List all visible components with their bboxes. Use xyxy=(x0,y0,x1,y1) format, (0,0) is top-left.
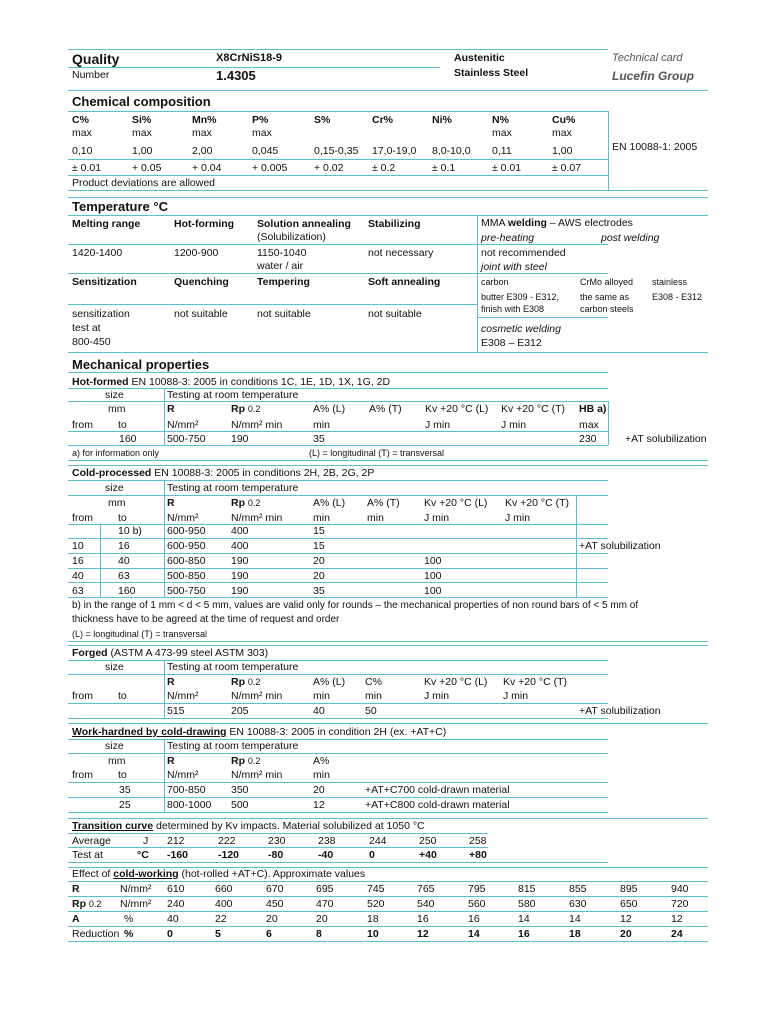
forged-to: to xyxy=(118,690,127,702)
cw-unit: % xyxy=(124,913,134,925)
temp-h: Sensitization xyxy=(72,276,137,288)
trans-degc: °C xyxy=(137,849,149,861)
cell: 16 xyxy=(72,555,84,567)
weld-stainless: stainless xyxy=(652,277,688,287)
number-label: Number xyxy=(72,69,110,81)
work-min: min xyxy=(313,769,330,781)
cell: 20 xyxy=(313,784,325,796)
cw-val: 20 xyxy=(266,913,278,925)
chem-dev: ± 0.01 xyxy=(492,162,522,174)
chem-dev: + 0.05 xyxy=(132,162,162,174)
mech-title: Mechanical properties xyxy=(72,357,210,372)
chem-val: 2,00 xyxy=(192,145,213,157)
work-testing: Testing at room temperature xyxy=(167,740,299,752)
cell: 500-850 xyxy=(167,570,206,582)
hot-KvL: Kv +20 °C (L) xyxy=(425,403,489,415)
temp-v: not suitable xyxy=(257,308,311,320)
cold-lt: (L) = longitudinal (T) = transversal xyxy=(72,629,208,639)
cw-val: 12 xyxy=(671,913,683,925)
hot-HB: HB a) xyxy=(579,403,607,415)
hot-min: min xyxy=(313,419,330,431)
chem-val: 8,0-10,0 xyxy=(432,145,471,157)
class-line1: Austenitic xyxy=(454,52,505,64)
forged-val: 50 xyxy=(365,705,377,717)
cell: 160 xyxy=(118,585,136,597)
cw-val: 14 xyxy=(468,928,480,940)
cw-val: 240 xyxy=(167,898,185,910)
class-line2: Stainless Steel xyxy=(454,67,529,79)
chem-max: max xyxy=(252,127,272,139)
temp-v: test at xyxy=(72,322,101,334)
forged-jmin: J min xyxy=(424,690,450,702)
hot-rp-sub: 0.2 xyxy=(247,404,261,414)
cell: 500-750 xyxy=(167,585,206,597)
cold-at: +AT solubilization xyxy=(579,540,661,552)
cell: 35 xyxy=(313,585,325,597)
cw-val: 650 xyxy=(620,898,638,910)
cell: 100 xyxy=(424,555,442,567)
trans-avg-val: 238 xyxy=(318,835,336,847)
cell: 600-950 xyxy=(167,525,206,537)
trans-test: Test at xyxy=(72,849,103,861)
cw-unit: N/mm² xyxy=(120,883,152,895)
cold-KvL: Kv +20 °C (L) xyxy=(424,497,488,509)
cw-val: 12 xyxy=(620,913,632,925)
cw-label: R xyxy=(72,883,80,895)
trans-avg-val: 222 xyxy=(218,835,236,847)
trans-title: Transition curve xyxy=(72,820,154,832)
cw-val: 16 xyxy=(468,913,480,925)
forged-title: Forged xyxy=(72,647,108,659)
temp-h: Tempering xyxy=(257,276,310,288)
hot-mm: mm xyxy=(108,403,126,415)
temp-sub: water / air xyxy=(257,260,304,272)
temp-h: Solution annealing xyxy=(257,218,351,230)
chem-max: max xyxy=(72,127,92,139)
cw-val: 765 xyxy=(417,883,435,895)
hot-AT: A% (T) xyxy=(369,403,402,415)
chem-max: max xyxy=(132,127,152,139)
cold-Rp: Rp xyxy=(231,497,245,509)
chem-norm: EN 10088-1: 2005 xyxy=(612,141,698,153)
hot-Rp: Rp xyxy=(231,403,245,415)
trans-test-val: +80 xyxy=(469,849,487,861)
cell: 190 xyxy=(231,585,249,597)
chem-dev: + 0.04 xyxy=(192,162,222,174)
weld-cosmetic: cosmetic welding xyxy=(481,323,561,335)
cold-nmm: N/mm² xyxy=(167,512,199,524)
cell: 15 xyxy=(313,540,325,552)
cw-val: 940 xyxy=(671,883,689,895)
hot-norm: EN 10088-3: 2005 in conditions 1C, 1E, 1D, 1X, 1G, 2D xyxy=(128,376,391,388)
chem-el: P% xyxy=(252,114,269,126)
forged-rp-sub: 0.2 xyxy=(247,677,261,687)
forged-KvT: Kv +20 °C (T) xyxy=(503,676,568,688)
weld-word: welding xyxy=(507,217,547,229)
hot-KvT: Kv +20 °C (T) xyxy=(501,403,566,415)
work-mm: mm xyxy=(108,755,126,767)
cold-norm: EN 10088-3: 2005 in conditions 2H, 2B, 2G, 2P xyxy=(151,467,375,479)
chem-el: Ni% xyxy=(432,114,452,126)
weld-carbon: carbon xyxy=(481,277,509,287)
trans-test-val: -160 xyxy=(167,849,189,861)
cw-val: 660 xyxy=(215,883,233,895)
cw-sub: 0.2 xyxy=(88,899,102,909)
hot-testing: Testing at room temperature xyxy=(167,389,299,401)
tech-card: Technical card xyxy=(612,52,683,64)
hot-max: max xyxy=(579,419,599,431)
cold-size: size xyxy=(105,482,124,494)
cold-note-b2: thickness have to be agreed at the time of request and order xyxy=(72,614,340,625)
cw-val: 40 xyxy=(167,913,179,925)
cw-val: 670 xyxy=(266,883,284,895)
chem-title: Chemical composition xyxy=(72,94,211,109)
hot-R-val: 500-750 xyxy=(167,433,206,445)
cold-min: min xyxy=(367,512,384,524)
cell: 190 xyxy=(231,570,249,582)
weld-butter: butter E309 - E312, xyxy=(481,292,560,302)
cw-val: 695 xyxy=(316,883,334,895)
cw-val: 895 xyxy=(620,883,638,895)
cold-mm: mm xyxy=(108,497,126,509)
temp-h: Quenching xyxy=(174,276,229,288)
trans-avg: Average xyxy=(72,835,111,847)
temp-v: sensitization xyxy=(72,308,130,320)
hot-at: +AT solubilization xyxy=(625,433,707,445)
hot-title: Hot-formed xyxy=(72,376,129,388)
work-norm: EN 10088-3: 2005 in condition 2H (ex. +AT+C) xyxy=(226,726,447,738)
cw-label: Reduction xyxy=(72,928,120,940)
cell: +AT+C800 cold-drawn material xyxy=(365,799,510,811)
cell: 190 xyxy=(231,555,249,567)
cold-R: R xyxy=(167,497,175,509)
trans-test-val: +40 xyxy=(419,849,437,861)
cw-val: 20 xyxy=(316,913,328,925)
chem-el: Mn% xyxy=(192,114,217,126)
cw-val: 745 xyxy=(367,883,385,895)
temp-v: 800-450 xyxy=(72,336,111,348)
cw-val: 6 xyxy=(266,928,272,940)
hot-jmin: J min xyxy=(425,419,451,431)
chem-el: C% xyxy=(72,114,89,126)
cw-val: 520 xyxy=(367,898,385,910)
weld-preheat: pre-heating xyxy=(481,232,535,244)
hot-A-val: 35 xyxy=(313,433,325,445)
weld-crmo: CrMo alloyed xyxy=(580,277,634,287)
table-row xyxy=(0,525,600,539)
work-rp-sub: 0.2 xyxy=(247,756,261,766)
cw-t1: Effect of xyxy=(72,868,114,880)
cell: 350 xyxy=(231,784,249,796)
cell: 800-1000 xyxy=(167,799,212,811)
hot-note-a: a) for information only xyxy=(72,448,160,458)
forged-Rp: Rp xyxy=(231,676,245,688)
temp-h: Hot-forming xyxy=(174,218,235,230)
cold-AL: A% (L) xyxy=(313,497,346,509)
cw-val: 450 xyxy=(266,898,284,910)
temp-h: Soft annealing xyxy=(368,276,441,288)
cw-val: 14 xyxy=(518,913,530,925)
cw-t3: (hot-rolled +AT+C). Approximate values xyxy=(178,868,366,880)
table-row xyxy=(0,555,600,569)
hot-R: R xyxy=(167,403,175,415)
trans-avg-val: 244 xyxy=(369,835,387,847)
work-to: to xyxy=(118,769,127,781)
cw-val: 400 xyxy=(215,898,233,910)
group-name: Lucefin Group xyxy=(612,69,694,83)
cold-AT: A% (T) xyxy=(367,497,400,509)
cell: 400 xyxy=(231,525,249,537)
weld-mma: MMA xyxy=(481,217,508,229)
hot-size-val: 160 xyxy=(119,433,137,445)
chem-val: 0,15-0,35 xyxy=(314,145,359,157)
weld-cosm-val: E308 – E312 xyxy=(481,337,542,349)
chem-val: 0,045 xyxy=(252,145,279,157)
trans-test-val: -120 xyxy=(218,849,240,861)
chem-dev: ± 0.07 xyxy=(552,162,582,174)
cw-label: A xyxy=(72,913,80,925)
trans-test-val: 0 xyxy=(369,849,375,861)
forged-nmm: N/mm² xyxy=(167,690,199,702)
cell: 10 b) xyxy=(118,525,142,537)
forged-from: from xyxy=(72,690,93,702)
forged-min: min xyxy=(365,690,382,702)
cell: 100 xyxy=(424,570,442,582)
hot-from: from xyxy=(72,419,93,431)
temp-v: 1150-1040 xyxy=(257,247,307,259)
weld-same: the same as xyxy=(580,292,630,302)
chem-el: S% xyxy=(314,114,331,126)
cold-jmin: J min xyxy=(424,512,450,524)
cell: 500 xyxy=(231,799,249,811)
cell: 100 xyxy=(424,585,442,597)
work-nmm: N/mm² xyxy=(167,769,199,781)
cw-val: 18 xyxy=(367,913,379,925)
forged-norm: (ASTM A 473-99 steel ASTM 303) xyxy=(107,647,269,659)
cw-val: 580 xyxy=(518,898,536,910)
trans-avg-val: 230 xyxy=(268,835,286,847)
forged-KvL: Kv +20 °C (L) xyxy=(424,676,488,688)
table-row xyxy=(0,784,600,798)
cell: +AT+C700 cold-drawn material xyxy=(365,784,510,796)
cw-val: 24 xyxy=(671,928,683,940)
forged-jmin: J min xyxy=(503,690,529,702)
hot-AL: A% (L) xyxy=(313,403,346,415)
hot-lt: (L) = longitudinal (T) = transversal xyxy=(309,448,445,458)
chem-dev: + 0.02 xyxy=(314,162,344,174)
cw-val: 16 xyxy=(518,928,530,940)
forged-val: 40 xyxy=(313,705,325,717)
quality-value: X8CrNiS18-9 xyxy=(216,52,283,64)
cw-val: 610 xyxy=(167,883,185,895)
forged-testing: Testing at room temperature xyxy=(167,661,299,673)
forged-size: size xyxy=(105,661,124,673)
cw-val: 16 xyxy=(417,913,429,925)
cell: 35 xyxy=(119,784,131,796)
cw-val: 18 xyxy=(569,928,581,940)
cell: 10 xyxy=(72,540,84,552)
cw-label: Rp xyxy=(72,898,86,910)
hot-jmin: J min xyxy=(501,419,527,431)
temp-v: not suitable xyxy=(174,308,228,320)
weld-notrec: not recommended xyxy=(481,247,566,259)
cell: 20 xyxy=(313,555,325,567)
hot-nmmmin: N/mm² min xyxy=(231,419,283,431)
work-from: from xyxy=(72,769,93,781)
trans-desc: determined by Kv impacts. Material solubilized at 1050 °C xyxy=(153,820,425,832)
cell: 40 xyxy=(72,570,84,582)
weld-aws: – AWS electrodes xyxy=(546,217,633,229)
chem-val: 1,00 xyxy=(132,145,153,157)
chem-max: max xyxy=(552,127,572,139)
work-size: size xyxy=(105,740,124,752)
weld-joint: joint with steel xyxy=(481,261,547,273)
chem-dev: ± 0.01 xyxy=(72,162,102,174)
cw-val: 560 xyxy=(468,898,486,910)
cw-val: 470 xyxy=(316,898,334,910)
temp-title: Temperature °C xyxy=(72,199,168,214)
cold-from: from xyxy=(72,512,93,524)
cw-val: 22 xyxy=(215,913,227,925)
forged-val: 205 xyxy=(231,705,249,717)
cell: 15 xyxy=(313,525,325,537)
hot-to: to xyxy=(118,419,127,431)
weld-post: post welding xyxy=(601,232,660,244)
chem-el: N% xyxy=(492,114,509,126)
cold-note-b1: b) in the range of 1 mm < d < 5 mm, values are valid only for rounds – the mechanical properties of non round bars of < 5 mm of xyxy=(72,600,639,611)
cell: 700-850 xyxy=(167,784,206,796)
trans-test-val: -80 xyxy=(268,849,284,861)
temp-v: 1420-1400 xyxy=(72,247,123,259)
table-row xyxy=(0,799,600,813)
trans-J: J xyxy=(143,835,149,847)
cold-min: min xyxy=(313,512,330,524)
cw-t2: cold-working xyxy=(113,868,179,880)
forged-nmmmin: N/mm² min xyxy=(231,690,283,702)
chem-val: 0,11 xyxy=(492,145,512,157)
chem-dev: ± 0.1 xyxy=(432,162,456,174)
cell: 600-850 xyxy=(167,555,206,567)
cold-to: to xyxy=(118,512,127,524)
temp-v: 1200-900 xyxy=(174,247,219,259)
temp-v: not necessary xyxy=(368,247,434,259)
cw-unit: % xyxy=(124,928,134,940)
cw-val: 10 xyxy=(367,928,379,940)
trans-test-val: -40 xyxy=(318,849,334,861)
work-nmmmin: N/mm² min xyxy=(231,769,283,781)
chem-val: 0,10 xyxy=(72,145,93,157)
temp-h: Stabilizing xyxy=(368,218,421,230)
trans-avg-val: 212 xyxy=(167,835,185,847)
forged-C: C% xyxy=(365,676,382,688)
temp-sub: (Solubilization) xyxy=(257,231,326,243)
quality-label: Quality xyxy=(72,51,120,67)
work-title: Work-hardned by cold-drawing xyxy=(72,726,227,738)
chem-val: 1,00 xyxy=(552,145,573,157)
cw-val: 720 xyxy=(671,898,689,910)
cell: 63 xyxy=(118,570,130,582)
cw-val: 12 xyxy=(417,928,429,940)
work-Rp: Rp xyxy=(231,755,245,767)
cw-val: 5 xyxy=(215,928,221,940)
forged-val: 515 xyxy=(167,705,185,717)
cw-val: 630 xyxy=(569,898,587,910)
chem-el: Si% xyxy=(132,114,152,126)
number-value: 1.4305 xyxy=(216,68,256,83)
weld-carbonsteels: carbon steels xyxy=(580,304,634,314)
temp-h: Melting range xyxy=(72,218,141,230)
cw-val: 20 xyxy=(620,928,632,940)
weld-finish: finish with E308 xyxy=(481,304,545,314)
cell: 40 xyxy=(118,555,130,567)
cw-val: 855 xyxy=(569,883,587,895)
cell: 63 xyxy=(72,585,84,597)
cold-title: Cold-processed xyxy=(72,467,152,479)
trans-avg-val: 258 xyxy=(469,835,487,847)
cw-val: 795 xyxy=(468,883,486,895)
cw-val: 0 xyxy=(167,928,173,940)
chem-max: max xyxy=(192,127,212,139)
forged-R: R xyxy=(167,676,175,688)
cw-val: 14 xyxy=(569,913,581,925)
work-R: R xyxy=(167,755,175,767)
hot-HB-val: 230 xyxy=(579,433,597,445)
cw-val: 540 xyxy=(417,898,435,910)
cell: 16 xyxy=(118,540,130,552)
chem-dev: + 0.005 xyxy=(252,162,288,174)
cw-unit: N/mm² xyxy=(120,898,152,910)
chem-el: Cu% xyxy=(552,114,576,126)
cell: 600-950 xyxy=(167,540,206,552)
hot-size: size xyxy=(105,389,124,401)
forged-min: min xyxy=(313,690,330,702)
chem-dev: ± 0.2 xyxy=(372,162,396,174)
hot-Rp-val: 190 xyxy=(231,433,249,445)
chem-note: Product deviations are allowed xyxy=(72,177,216,189)
cold-nmmmin: N/mm² min xyxy=(231,512,283,524)
forged-AL: A% (L) xyxy=(313,676,346,688)
cold-testing: Testing at room temperature xyxy=(167,482,299,494)
cell: 400 xyxy=(231,540,249,552)
work-A: A% xyxy=(313,755,330,767)
chem-el: Cr% xyxy=(372,114,394,126)
cw-val: 8 xyxy=(316,928,322,940)
hot-nmm: N/mm² xyxy=(167,419,199,431)
chem-val: 17,0-19,0 xyxy=(372,145,417,157)
weld-e308312: E308 - E312 xyxy=(652,292,703,302)
cell: 20 xyxy=(313,570,325,582)
cold-rp-sub: 0.2 xyxy=(247,498,261,508)
temp-v: not suitable xyxy=(368,308,422,320)
table-row xyxy=(0,540,600,554)
cold-jmin: J min xyxy=(505,512,531,524)
chem-max: max xyxy=(492,127,512,139)
cold-KvT: Kv +20 °C (T) xyxy=(505,497,570,509)
cell: 12 xyxy=(313,799,325,811)
cell: 25 xyxy=(119,799,131,811)
trans-avg-val: 250 xyxy=(419,835,437,847)
cw-val: 815 xyxy=(518,883,536,895)
forged-at: +AT solubilization xyxy=(579,705,661,717)
